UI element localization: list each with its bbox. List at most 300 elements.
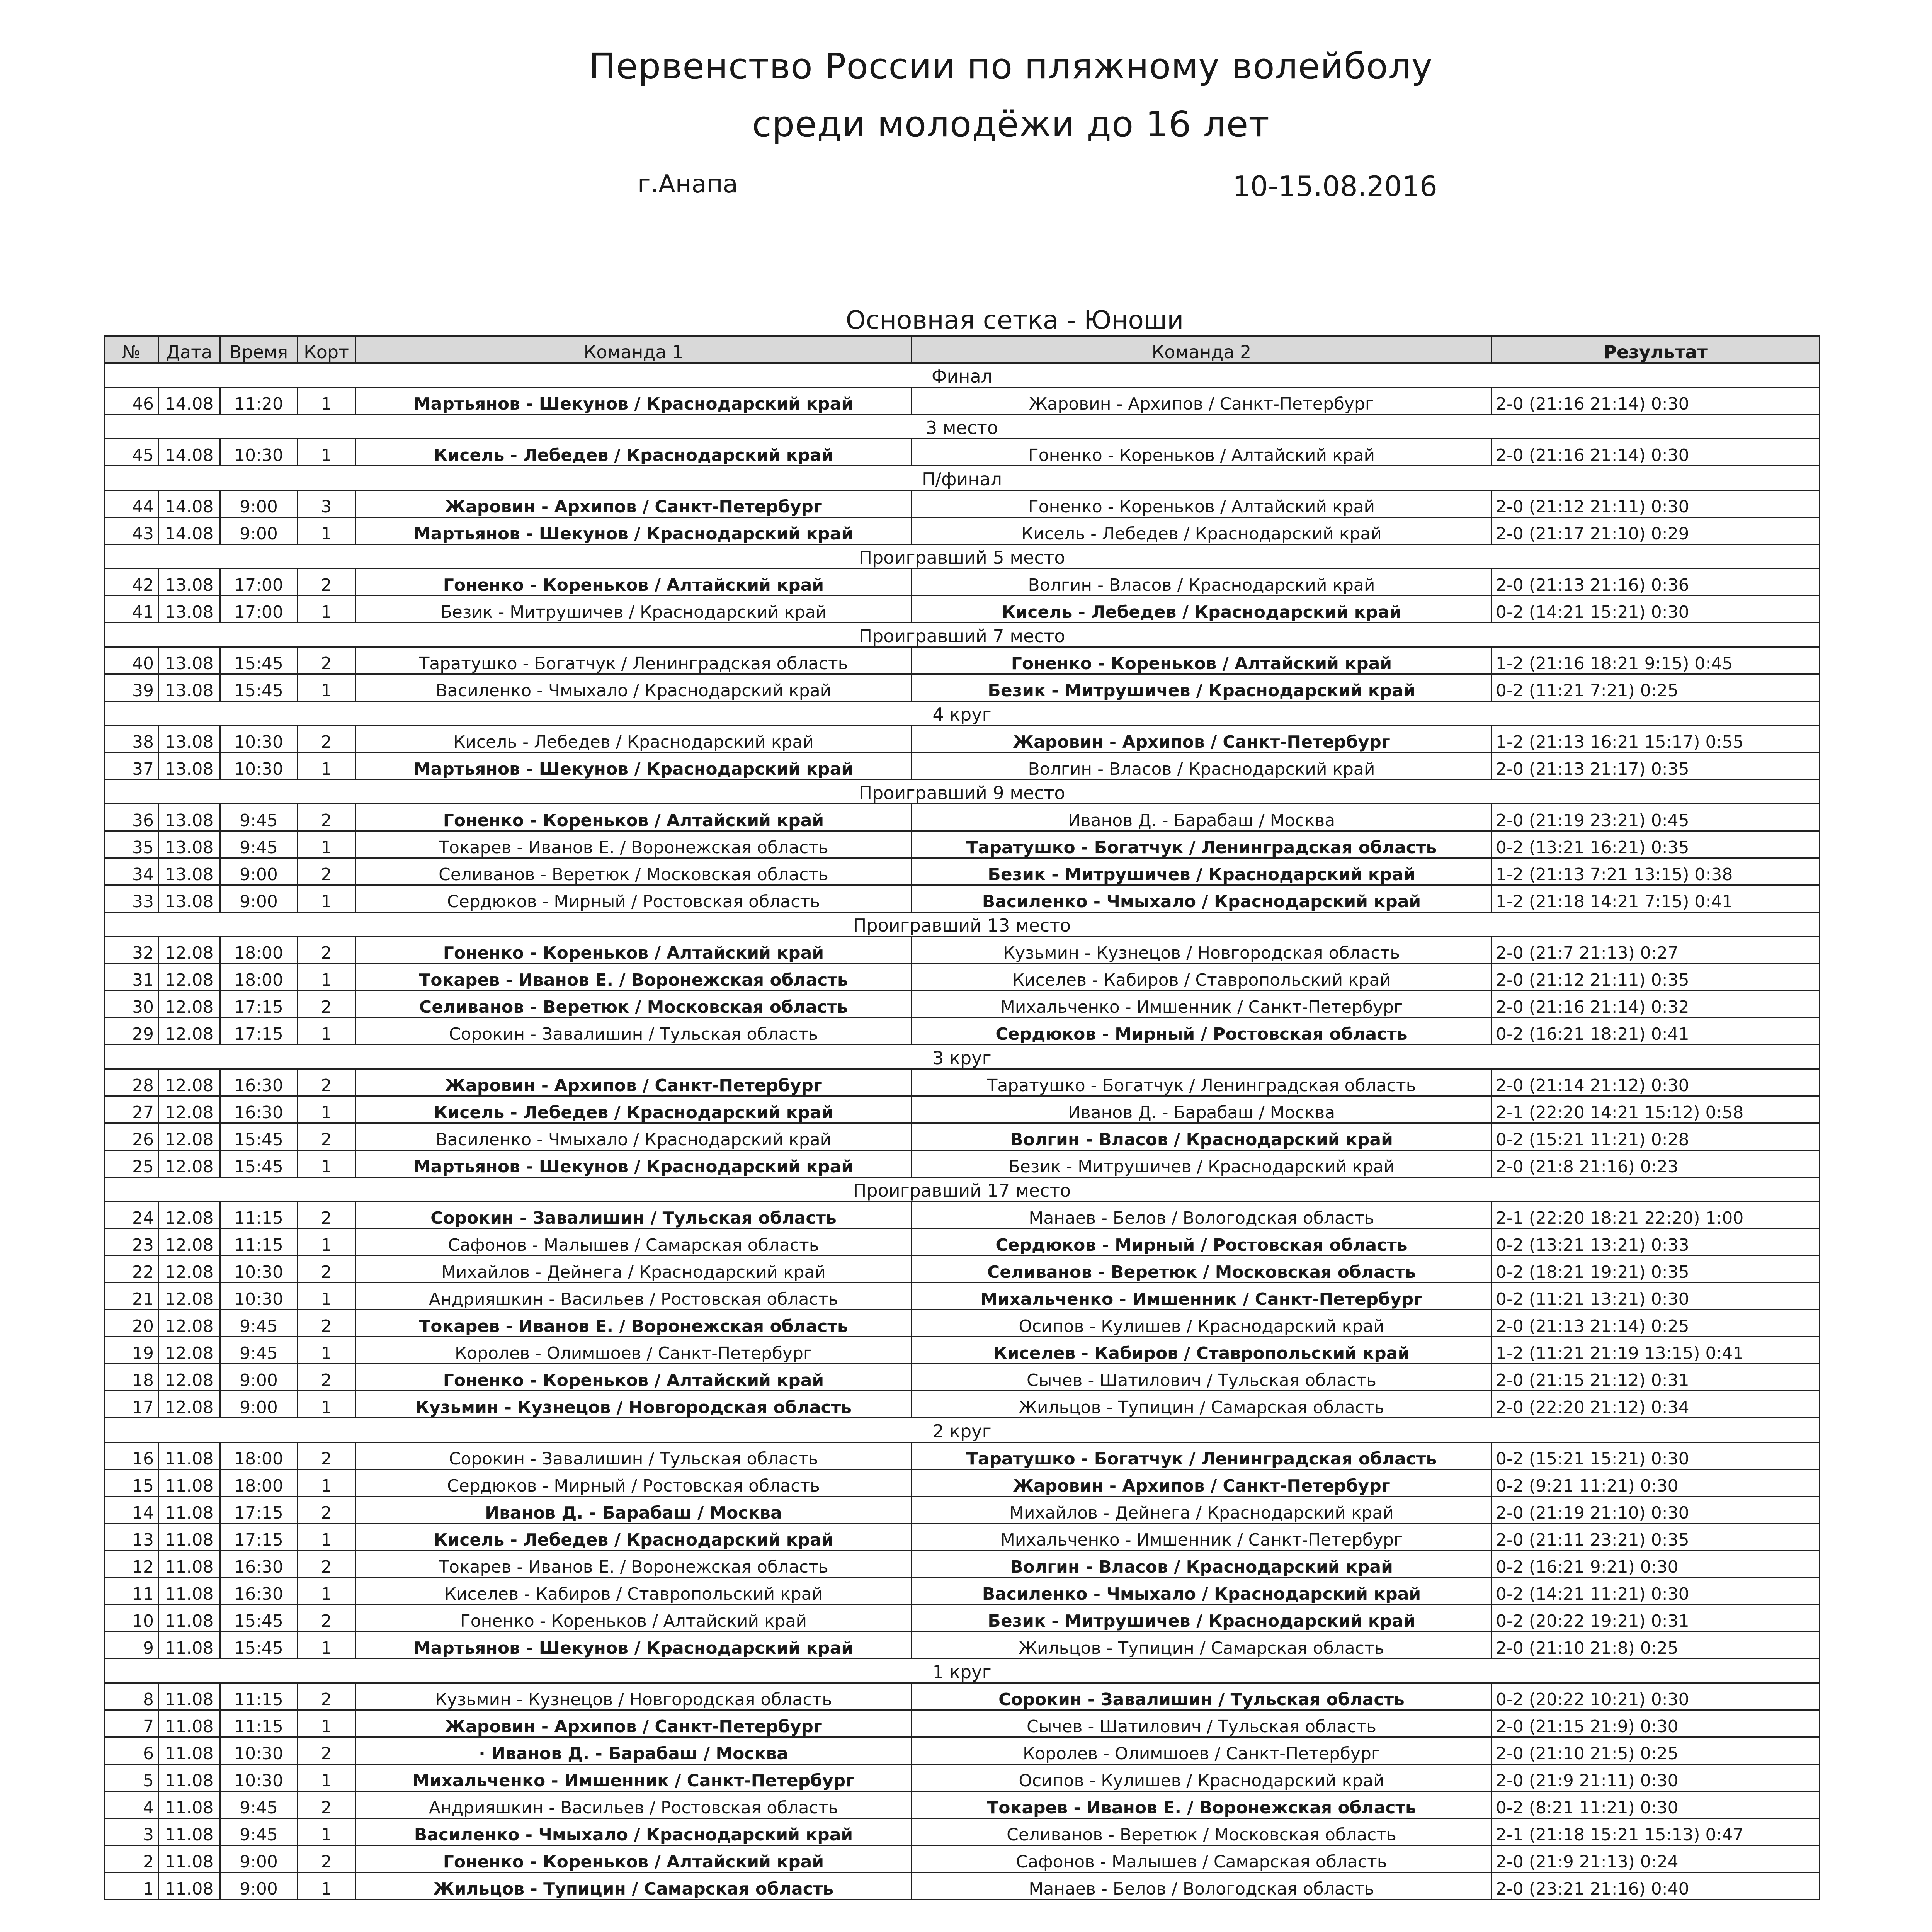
team1-cell: Жаровин - Архипов / Санкт-Петербург <box>355 490 912 517</box>
match-number: 19 <box>104 1337 158 1364</box>
team1-cell: Михальченко - Имшенник / Санкт-Петербург <box>355 1764 912 1791</box>
match-number: 23 <box>104 1229 158 1256</box>
section-title: Проигравший 7 место <box>104 623 1820 647</box>
team1-cell: Мартьянов - Шекунов / Краснодарский край <box>355 1632 912 1659</box>
match-court: 2 <box>298 1442 355 1469</box>
team2-cell: Жаровин - Архипов / Санкт-Петербург <box>912 1469 1492 1497</box>
result-cell: 2-0 (21:8 21:16) 0:23 <box>1492 1150 1820 1177</box>
match-court: 1 <box>298 831 355 858</box>
result-cell: 0-2 (16:21 18:21) 0:41 <box>1492 1018 1820 1045</box>
match-time: 15:45 <box>220 1150 298 1177</box>
section-row <box>104 1659 1820 1683</box>
result-cell: 2-1 (21:18 15:21 15:13) 0:47 <box>1492 1818 1820 1845</box>
match-time: 9:45 <box>220 1337 298 1364</box>
team1-cell: Мартьянов - Шекунов / Краснодарский край <box>355 753 912 780</box>
match-time: 16:30 <box>220 1069 298 1096</box>
match-number: 15 <box>104 1469 158 1497</box>
match-date: 12.08 <box>158 1310 220 1337</box>
match-date: 11.08 <box>158 1764 220 1791</box>
result-cell: 2-0 (21:10 21:5) 0:25 <box>1492 1737 1820 1764</box>
result-cell: 2-0 (21:13 21:16) 0:36 <box>1492 569 1820 596</box>
match-time: 15:45 <box>220 1123 298 1150</box>
result-cell: 2-0 (23:21 21:16) 0:40 <box>1492 1872 1820 1900</box>
doc-subtitle: среди молодёжи до 16 лет <box>752 104 1270 145</box>
match-time: 18:00 <box>220 1442 298 1469</box>
match-row <box>104 1337 1820 1364</box>
match-time: 9:00 <box>220 1391 298 1418</box>
team1-cell: Токарев - Иванов Е. / Воронежская область <box>355 1551 912 1578</box>
match-time: 15:45 <box>220 1632 298 1659</box>
team2-cell: Волгин - Власов / Краснодарский край <box>912 1551 1492 1578</box>
team1-cell: Сердюков - Мирный / Ростовская область <box>355 1469 912 1497</box>
match-row <box>104 1018 1820 1045</box>
result-cell: 2-0 (21:7 21:13) 0:27 <box>1492 937 1820 964</box>
match-number: 39 <box>104 674 158 701</box>
match-row <box>104 1364 1820 1391</box>
match-time: 10:30 <box>220 439 298 466</box>
team1-cell: Токарев - Иванов Е. / Воронежская область <box>355 964 912 991</box>
match-court: 2 <box>298 858 355 885</box>
section-row <box>104 415 1820 439</box>
match-time: 9:00 <box>220 1845 298 1872</box>
match-time: 11:15 <box>220 1202 298 1229</box>
match-time: 17:15 <box>220 991 298 1018</box>
team1-cell: Василенко - Чмыхало / Краснодарский край <box>355 1123 912 1150</box>
section-title: Финал <box>104 363 1820 388</box>
section-title: 1 круг <box>104 1659 1820 1683</box>
team1-cell: Кузьмин - Кузнецов / Новгородская область <box>355 1391 912 1418</box>
match-row <box>104 1310 1820 1337</box>
match-date: 11.08 <box>158 1845 220 1872</box>
match-row <box>104 1710 1820 1737</box>
match-date: 14.08 <box>158 439 220 466</box>
match-time: 10:30 <box>220 726 298 753</box>
match-number: 26 <box>104 1123 158 1150</box>
match-row <box>104 1283 1820 1310</box>
section-title: 3 круг <box>104 1045 1820 1069</box>
match-number: 25 <box>104 1150 158 1177</box>
result-cell: 2-0 (21:10 21:8) 0:25 <box>1492 1632 1820 1659</box>
match-row <box>104 1683 1820 1710</box>
section-title: Проигравший 17 место <box>104 1177 1820 1202</box>
team1-cell: Кузьмин - Кузнецов / Новгородская область <box>355 1683 912 1710</box>
result-cell: 2-1 (22:20 18:21 22:20) 1:00 <box>1492 1202 1820 1229</box>
match-number: 41 <box>104 596 158 623</box>
result-cell: 1-2 (21:18 14:21 7:15) 0:41 <box>1492 885 1820 912</box>
match-date: 11.08 <box>158 1605 220 1632</box>
result-cell: 2-0 (21:16 21:14) 0:32 <box>1492 991 1820 1018</box>
section-row <box>104 701 1820 726</box>
result-cell: 2-0 (21:17 21:10) 0:29 <box>1492 517 1820 544</box>
match-number: 6 <box>104 1737 158 1764</box>
match-time: 18:00 <box>220 964 298 991</box>
team2-cell: Таратушко - Богатчук / Ленинградская область <box>912 1069 1492 1096</box>
match-court: 3 <box>298 490 355 517</box>
match-court: 2 <box>298 647 355 674</box>
team2-cell: Безик - Митрушичев / Краснодарский край <box>912 858 1492 885</box>
team1-cell: Гоненко - Кореньков / Алтайский край <box>355 804 912 831</box>
section-row <box>104 544 1820 569</box>
match-time: 9:45 <box>220 804 298 831</box>
match-number: 22 <box>104 1256 158 1283</box>
result-cell: 2-1 (22:20 14:21 15:12) 0:58 <box>1492 1096 1820 1123</box>
match-time: 15:45 <box>220 1605 298 1632</box>
match-date: 12.08 <box>158 1337 220 1364</box>
match-number: 29 <box>104 1018 158 1045</box>
match-number: 45 <box>104 439 158 466</box>
team1-cell: Сорокин - Завалишин / Тульская область <box>355 1202 912 1229</box>
results-body <box>104 363 1820 1900</box>
team1-cell: Сорокин - Завалишин / Тульская область <box>355 1018 912 1045</box>
match-number: 28 <box>104 1069 158 1096</box>
result-cell: 0-2 (20:22 10:21) 0:30 <box>1492 1683 1820 1710</box>
match-time: 9:45 <box>220 1791 298 1818</box>
match-court: 2 <box>298 1791 355 1818</box>
result-cell: 2-0 (21:12 21:11) 0:30 <box>1492 490 1820 517</box>
result-cell: 1-2 (21:16 18:21 9:15) 0:45 <box>1492 647 1820 674</box>
result-cell: 0-2 (15:21 11:21) 0:28 <box>1492 1123 1820 1150</box>
match-number: 36 <box>104 804 158 831</box>
result-cell: 2-0 (22:20 21:12) 0:34 <box>1492 1391 1820 1418</box>
match-row <box>104 1551 1820 1578</box>
match-court: 2 <box>298 1256 355 1283</box>
match-date: 11.08 <box>158 1469 220 1497</box>
result-cell: 0-2 (13:21 16:21) 0:35 <box>1492 831 1820 858</box>
team2-cell: Сердюков - Мирный / Ростовская область <box>912 1229 1492 1256</box>
col-team1: Команда 1 <box>355 336 912 363</box>
match-time: 10:30 <box>220 1256 298 1283</box>
match-number: 7 <box>104 1710 158 1737</box>
result-cell: 0-2 (8:21 11:21) 0:30 <box>1492 1791 1820 1818</box>
match-court: 2 <box>298 1364 355 1391</box>
match-time: 10:30 <box>220 1737 298 1764</box>
team2-cell: Селиванов - Веретюк / Московская область <box>912 1256 1492 1283</box>
team2-cell: Таратушко - Богатчук / Ленинградская область <box>912 831 1492 858</box>
match-court: 2 <box>298 804 355 831</box>
team2-cell: Михальченко - Имшенник / Санкт-Петербург <box>912 1283 1492 1310</box>
match-date: 11.08 <box>158 1578 220 1605</box>
team2-cell: Кисель - Лебедев / Краснодарский край <box>912 517 1492 544</box>
match-number: 30 <box>104 991 158 1018</box>
result-cell: 2-0 (21:13 21:17) 0:35 <box>1492 753 1820 780</box>
match-time: 11:15 <box>220 1710 298 1737</box>
team2-cell: Гоненко - Кореньков / Алтайский край <box>912 647 1492 674</box>
match-row <box>104 1123 1820 1150</box>
match-number: 33 <box>104 885 158 912</box>
match-time: 17:15 <box>220 1018 298 1045</box>
result-cell: 0-2 (11:21 7:21) 0:25 <box>1492 674 1820 701</box>
match-number: 14 <box>104 1497 158 1524</box>
team2-cell: Жильцов - Тупицин / Самарская область <box>912 1391 1492 1418</box>
team2-cell: Киселев - Кабиров / Ставропольский край <box>912 1337 1492 1364</box>
team1-cell: Кисель - Лебедев / Краснодарский край <box>355 439 912 466</box>
match-court: 1 <box>298 1469 355 1497</box>
match-date: 13.08 <box>158 804 220 831</box>
match-number: 21 <box>104 1283 158 1310</box>
match-row <box>104 388 1820 415</box>
match-row <box>104 596 1820 623</box>
event-dates: 10-15.08.2016 <box>1233 170 1437 202</box>
team2-cell: Сычев - Шатилович / Тульская область <box>912 1710 1492 1737</box>
match-row <box>104 1524 1820 1551</box>
match-number: 5 <box>104 1764 158 1791</box>
section-title: Проигравший 13 место <box>104 912 1820 937</box>
match-number: 42 <box>104 569 158 596</box>
match-date: 13.08 <box>158 569 220 596</box>
match-number: 16 <box>104 1442 158 1469</box>
match-number: 11 <box>104 1578 158 1605</box>
match-number: 43 <box>104 517 158 544</box>
team1-cell: Селиванов - Веретюк / Московская область <box>355 991 912 1018</box>
match-court: 2 <box>298 937 355 964</box>
team2-cell: Безик - Митрушичев / Краснодарский край <box>912 674 1492 701</box>
team1-cell: Гоненко - Кореньков / Алтайский край <box>355 569 912 596</box>
section-title: 2 круг <box>104 1418 1820 1442</box>
col-time: Время <box>220 336 298 363</box>
team2-cell: Василенко - Чмыхало / Краснодарский край <box>912 1578 1492 1605</box>
team2-cell: Токарев - Иванов Е. / Воронежская область <box>912 1791 1492 1818</box>
match-time: 9:00 <box>220 517 298 544</box>
team2-cell: Безик - Митрушичев / Краснодарский край <box>912 1605 1492 1632</box>
team1-cell: Безик - Митрушичев / Краснодарский край <box>355 596 912 623</box>
match-date: 13.08 <box>158 753 220 780</box>
match-number: 31 <box>104 964 158 991</box>
match-date: 12.08 <box>158 1096 220 1123</box>
match-time: 17:00 <box>220 569 298 596</box>
match-number: 10 <box>104 1605 158 1632</box>
match-number: 46 <box>104 388 158 415</box>
match-number: 4 <box>104 1791 158 1818</box>
match-court: 1 <box>298 1872 355 1900</box>
team2-cell: Гоненко - Кореньков / Алтайский край <box>912 439 1492 466</box>
match-time: 18:00 <box>220 937 298 964</box>
match-time: 17:00 <box>220 596 298 623</box>
section-title: Проигравший 9 место <box>104 780 1820 804</box>
match-number: 13 <box>104 1524 158 1551</box>
match-court: 2 <box>298 1737 355 1764</box>
match-row <box>104 753 1820 780</box>
team2-cell: Жаровин - Архипов / Санкт-Петербург <box>912 726 1492 753</box>
team1-cell: Мартьянов - Шекунов / Краснодарский край <box>355 517 912 544</box>
col-date: Дата <box>158 336 220 363</box>
team1-cell: Гоненко - Кореньков / Алтайский край <box>355 1605 912 1632</box>
match-court: 1 <box>298 1578 355 1605</box>
match-court: 1 <box>298 1764 355 1791</box>
match-time: 10:30 <box>220 1283 298 1310</box>
match-date: 11.08 <box>158 1524 220 1551</box>
match-court: 1 <box>298 1229 355 1256</box>
match-date: 12.08 <box>158 937 220 964</box>
result-cell: 2-0 (21:19 21:10) 0:30 <box>1492 1497 1820 1524</box>
match-time: 9:00 <box>220 885 298 912</box>
match-date: 12.08 <box>158 1364 220 1391</box>
match-court: 1 <box>298 1818 355 1845</box>
team1-cell: Жаровин - Архипов / Санкт-Петербург <box>355 1710 912 1737</box>
col-result: Результат <box>1492 336 1820 363</box>
match-date: 11.08 <box>158 1872 220 1900</box>
match-row <box>104 569 1820 596</box>
result-cell: 0-2 (11:21 13:21) 0:30 <box>1492 1283 1820 1310</box>
team2-cell: Волгин - Власов / Краснодарский край <box>912 753 1492 780</box>
match-date: 11.08 <box>158 1791 220 1818</box>
col-court: Корт <box>298 336 355 363</box>
match-time: 15:45 <box>220 647 298 674</box>
result-cell: 0-2 (9:21 11:21) 0:30 <box>1492 1469 1820 1497</box>
section-row <box>104 1045 1820 1069</box>
result-cell: 2-0 (21:13 21:14) 0:25 <box>1492 1310 1820 1337</box>
team2-cell: Королев - Олимшоев / Санкт-Петербург <box>912 1737 1492 1764</box>
match-number: 24 <box>104 1202 158 1229</box>
team2-cell: Сорокин - Завалишин / Тульская область <box>912 1683 1492 1710</box>
match-court: 1 <box>298 674 355 701</box>
match-court: 2 <box>298 726 355 753</box>
team1-cell: Гоненко - Кореньков / Алтайский край <box>355 1364 912 1391</box>
match-row <box>104 647 1820 674</box>
team1-cell: Андрияшкин - Васильев / Ростовская область <box>355 1283 912 1310</box>
match-row <box>104 1150 1820 1177</box>
match-date: 12.08 <box>158 964 220 991</box>
match-time: 10:30 <box>220 753 298 780</box>
match-row <box>104 1818 1820 1845</box>
match-date: 13.08 <box>158 858 220 885</box>
match-number: 3 <box>104 1818 158 1845</box>
match-court: 1 <box>298 1632 355 1659</box>
team2-cell: Киселев - Кабиров / Ставропольский край <box>912 964 1492 991</box>
match-number: 44 <box>104 490 158 517</box>
team1-cell: Андрияшкин - Васильев / Ростовская область <box>355 1791 912 1818</box>
result-cell: 0-2 (15:21 15:21) 0:30 <box>1492 1442 1820 1469</box>
match-number: 2 <box>104 1845 158 1872</box>
team2-cell: Сафонов - Малышев / Самарская область <box>912 1845 1492 1872</box>
section-row <box>104 1418 1820 1442</box>
city: г.Анапа <box>638 170 738 199</box>
match-court: 1 <box>298 1524 355 1551</box>
match-date: 11.08 <box>158 1632 220 1659</box>
match-row <box>104 517 1820 544</box>
match-row <box>104 1764 1820 1791</box>
team2-cell: Сердюков - Мирный / Ростовская область <box>912 1018 1492 1045</box>
match-date: 11.08 <box>158 1737 220 1764</box>
match-court: 1 <box>298 1018 355 1045</box>
match-date: 12.08 <box>158 1150 220 1177</box>
match-time: 9:45 <box>220 1818 298 1845</box>
match-court: 1 <box>298 1283 355 1310</box>
section-row <box>104 466 1820 490</box>
result-cell: 0-2 (14:21 11:21) 0:30 <box>1492 1578 1820 1605</box>
match-court: 2 <box>298 1683 355 1710</box>
match-row <box>104 831 1820 858</box>
team2-cell: Иванов Д. - Барабаш / Москва <box>912 804 1492 831</box>
match-time: 16:30 <box>220 1578 298 1605</box>
match-time: 11:20 <box>220 388 298 415</box>
team2-cell: Кисель - Лебедев / Краснодарский край <box>912 596 1492 623</box>
team2-cell: Иванов Д. - Барабаш / Москва <box>912 1096 1492 1123</box>
match-court: 2 <box>298 991 355 1018</box>
match-row <box>104 1229 1820 1256</box>
match-date: 12.08 <box>158 1283 220 1310</box>
result-cell: 2-0 (21:15 21:12) 0:31 <box>1492 1364 1820 1391</box>
match-date: 11.08 <box>158 1497 220 1524</box>
match-date: 11.08 <box>158 1683 220 1710</box>
match-court: 1 <box>298 596 355 623</box>
section-title: 4 круг <box>104 701 1820 726</box>
result-cell: 2-0 (21:9 21:13) 0:24 <box>1492 1845 1820 1872</box>
match-court: 1 <box>298 1150 355 1177</box>
team1-cell: Гоненко - Кореньков / Алтайский край <box>355 1845 912 1872</box>
match-row <box>104 1605 1820 1632</box>
team2-cell: Василенко - Чмыхало / Краснодарский край <box>912 885 1492 912</box>
match-time: 15:45 <box>220 674 298 701</box>
match-court: 1 <box>298 1096 355 1123</box>
team1-cell: Мартьянов - Шекунов / Краснодарский край <box>355 388 912 415</box>
match-date: 12.08 <box>158 1202 220 1229</box>
team1-cell: Сорокин - Завалишин / Тульская область <box>355 1442 912 1469</box>
team2-cell: Михайлов - Дейнега / Краснодарский край <box>912 1497 1492 1524</box>
match-court: 2 <box>298 1202 355 1229</box>
match-row <box>104 991 1820 1018</box>
match-date: 11.08 <box>158 1818 220 1845</box>
team1-cell: Токарев - Иванов Е. / Воронежская область <box>355 831 912 858</box>
result-cell: 2-0 (21:9 21:11) 0:30 <box>1492 1764 1820 1791</box>
match-row <box>104 1096 1820 1123</box>
match-row <box>104 1845 1820 1872</box>
result-cell: 2-0 (21:14 21:12) 0:30 <box>1492 1069 1820 1096</box>
team1-cell: Василенко - Чмыхало / Краснодарский край <box>355 1818 912 1845</box>
match-number: 40 <box>104 647 158 674</box>
team2-cell: Селиванов - Веретюк / Московская область <box>912 1818 1492 1845</box>
result-cell: 2-0 (21:19 23:21) 0:45 <box>1492 804 1820 831</box>
match-court: 2 <box>298 1551 355 1578</box>
match-time: 18:00 <box>220 1469 298 1497</box>
doc-title: Первенство России по пляжному волейболу <box>588 46 1433 87</box>
match-time: 11:15 <box>220 1683 298 1710</box>
match-row <box>104 726 1820 753</box>
team2-cell: Жаровин - Архипов / Санкт-Петербург <box>912 388 1492 415</box>
match-court: 2 <box>298 1123 355 1150</box>
match-court: 2 <box>298 1310 355 1337</box>
team1-cell: Василенко - Чмыхало / Краснодарский край <box>355 674 912 701</box>
match-row <box>104 804 1820 831</box>
match-time: 9:00 <box>220 490 298 517</box>
col-number: № <box>104 336 158 363</box>
match-date: 12.08 <box>158 1123 220 1150</box>
team2-cell: Волгин - Власов / Краснодарский край <box>912 1123 1492 1150</box>
match-court: 1 <box>298 964 355 991</box>
match-court: 2 <box>298 1845 355 1872</box>
match-row <box>104 439 1820 466</box>
team1-cell: Мартьянов - Шекунов / Краснодарский край <box>355 1150 912 1177</box>
match-number: 37 <box>104 753 158 780</box>
match-row <box>104 1256 1820 1283</box>
match-row <box>104 964 1820 991</box>
match-number: 20 <box>104 1310 158 1337</box>
result-cell: 2-0 (21:16 21:14) 0:30 <box>1492 439 1820 466</box>
match-time: 17:15 <box>220 1524 298 1551</box>
team2-cell: Михальченко - Имшенник / Санкт-Петербург <box>912 1524 1492 1551</box>
team1-cell: Сафонов - Малышев / Самарская область <box>355 1229 912 1256</box>
match-date: 14.08 <box>158 490 220 517</box>
match-time: 16:30 <box>220 1551 298 1578</box>
match-date: 12.08 <box>158 991 220 1018</box>
match-date: 13.08 <box>158 885 220 912</box>
team1-cell: Кисель - Лебедев / Краснодарский край <box>355 1524 912 1551</box>
match-date: 11.08 <box>158 1551 220 1578</box>
match-number: 38 <box>104 726 158 753</box>
match-time: 9:45 <box>220 831 298 858</box>
team2-cell: Манаев - Белов / Вологодская область <box>912 1202 1492 1229</box>
section-title: П/финал <box>104 466 1820 490</box>
match-date: 12.08 <box>158 1069 220 1096</box>
